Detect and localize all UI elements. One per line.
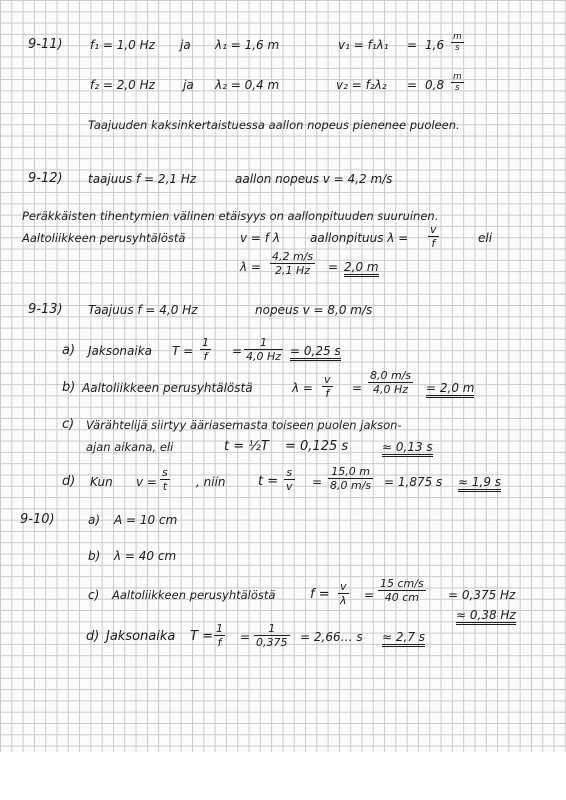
p910-d-fraction (254, 622, 290, 649)
denominator: λ (340, 594, 347, 607)
p912-result (344, 260, 379, 274)
denominator: f (431, 237, 436, 250)
numerator: v (324, 373, 331, 386)
denominator: v (286, 480, 293, 493)
p910-c-fraction (378, 577, 426, 604)
p911-equals-1: = (407, 38, 418, 52)
p913-a-one-over-f (200, 336, 211, 363)
p913-d-result (458, 475, 501, 489)
numerator: 1 (260, 336, 268, 349)
unit-denominator: s (455, 83, 460, 93)
p913-b-equals: = (352, 381, 363, 395)
p913-given-speed: nopeus v = 8,0 m/s (255, 303, 373, 317)
problem-label-9-12: 9-12) (28, 171, 63, 186)
p912-given-frequency: taajuus f = 2,1 Hz (88, 172, 197, 186)
p913-c-result-value: ≈ 0,13 s (382, 440, 433, 457)
p910-c-v-over-lambda (338, 580, 349, 607)
p913-d-t: t = (258, 474, 279, 489)
p913-c-line1: Värähtelijä siirtyy ääriasemasta toiseen puolen jakson- (86, 418, 402, 432)
p912-wave-equation: v = f λ (240, 231, 280, 245)
p913-d-value: = 1,875 s (384, 475, 443, 489)
denominator: 40 cm (384, 591, 419, 604)
p912-lambda-lhs: λ = (240, 260, 261, 274)
p910-d-one-over-f (214, 622, 225, 649)
p910-part-b-label: b) (88, 549, 101, 563)
p913-part-a-label: a) (62, 343, 76, 358)
p912-explanation: Peräkkäisten tihentymien välinen etäisyys on aallonpituuden suuruinen. (22, 209, 439, 223)
p913-b-result-value: = 2,0 m (426, 381, 474, 398)
problem-label-9-11: 9-11) (28, 37, 63, 52)
p913-b-fraction (368, 369, 413, 396)
p911-equals-2: = (407, 78, 418, 92)
p911-v2-formula: v₂ = f₂λ₂ (336, 78, 387, 92)
p913-c-result (382, 440, 433, 454)
p913-given-frequency: Taajuus f = 4,0 Hz (88, 303, 198, 317)
p912-v-over-f (428, 223, 439, 250)
p910-c-f: f = (310, 587, 330, 602)
p913-part-b-label: b) (62, 380, 76, 395)
p910-part-c-label: c) (88, 588, 100, 602)
denominator: t (162, 480, 168, 493)
denominator: 4,0 Hz (246, 350, 282, 363)
p913-part-d-label: d) (62, 474, 76, 489)
p911-f1: f₁ = 1,0 Hz (90, 38, 155, 52)
p910-c-result (456, 608, 516, 622)
p913-b-v-over-f (322, 373, 333, 400)
denominator: 4,0 Hz (373, 383, 409, 396)
p910-d-value: = 2,66… s (300, 630, 363, 644)
p913-d-v: v = (136, 475, 157, 489)
p911-lambda1: λ₁ = 1,6 m (215, 38, 280, 52)
p910-d-text: Jaksonaika (106, 629, 176, 644)
p910-d-result-value: ≈ 2,7 s (382, 630, 425, 647)
p913-a-text: Jaksonaika (88, 344, 153, 358)
numerator: v (340, 580, 347, 593)
p913-d-s-over-v (284, 466, 295, 493)
p913-d-s-over-t (160, 466, 170, 493)
p913-a-result-value: = 0,25 s (290, 344, 341, 361)
p912-lambda-fraction (270, 250, 315, 277)
p913-b-result (426, 381, 474, 395)
denominator: f (217, 636, 222, 649)
p913-a-result (290, 344, 341, 358)
p913-d-niin: , niin (196, 475, 226, 489)
p913-a-T: T = (172, 344, 194, 358)
denominator: 0,375 (256, 636, 288, 649)
p910-b-text: λ = 40 cm (114, 549, 177, 563)
p913-c-formula: t = ½T (224, 439, 269, 454)
denominator: 8,0 m/s (330, 479, 372, 492)
p913-b-lambda: λ = (292, 381, 313, 395)
numerator: 1 (268, 622, 276, 635)
p913-a-fraction (244, 336, 283, 363)
p912-wavelength-text: aallonpituus λ = (310, 231, 409, 245)
p912-equals: = (328, 260, 339, 274)
numerator: 1 (216, 622, 223, 635)
p910-d-result (382, 630, 425, 644)
unit-numerator: m (453, 72, 462, 82)
p910-c-text: Aaltoliikkeen perusyhtälöstä (112, 588, 276, 602)
p911-ja-2: ja (183, 78, 194, 92)
p913-c-line2: ajan aikana, eli (86, 440, 174, 454)
p911-v2-unit (451, 72, 464, 93)
p911-v1-formula: v₁ = f₁λ₁ (338, 38, 389, 52)
p911-f2: f₂ = 2,0 Hz (90, 78, 155, 92)
p911-ja-1: ja (180, 38, 191, 52)
p913-d-result-value: ≈ 1,9 s (458, 475, 501, 492)
numerator: v (430, 223, 437, 236)
numerator: 15,0 m (331, 465, 370, 478)
p913-a-equals: = (232, 344, 243, 358)
p911-v1-value: 1,6 (425, 38, 445, 52)
denominator: f (325, 387, 330, 400)
unit-denominator: s (455, 43, 460, 53)
p913-b-text: Aaltoliikkeen perusyhtälöstä (82, 381, 253, 395)
problem-label-9-13: 9-13) (28, 302, 63, 317)
p910-part-a-label: a) (88, 513, 101, 527)
p910-d-equals: = (240, 630, 251, 644)
p911-conclusion: Taajuuden kaksinkertaistuessa aallon nopeus pienenee puoleen. (88, 118, 460, 132)
p911-v2-value: 0,8 (425, 78, 445, 92)
denominator: f (203, 350, 208, 363)
p910-c-value: = 0,375 Hz (448, 588, 516, 602)
p910-c-result-value: ≈ 0,38 Hz (456, 608, 516, 625)
p913-c-value: = 0,125 s (285, 439, 349, 454)
p912-result-value: 2,0 m (344, 260, 379, 277)
p910-d-T: T = (190, 629, 213, 644)
denominator: 2,1 Hz (275, 264, 311, 277)
p911-v1-unit (451, 32, 464, 53)
numerator: 4,2 m/s (272, 250, 314, 263)
numerator: 1 (202, 336, 209, 349)
numerator: s (286, 466, 293, 479)
p913-d-equals: = (312, 475, 323, 489)
numerator: s (162, 466, 168, 479)
p910-c-equals: = (364, 588, 375, 602)
p913-part-c-label: c) (62, 417, 75, 432)
numerator: 15 cm/s (380, 577, 424, 590)
p910-part-d-label: d) (86, 629, 100, 644)
unit-numerator: m (453, 32, 462, 42)
p912-basis: Aaltoliikkeen perusyhtälöstä (22, 231, 186, 245)
problem-label-9-10: 9-10) (20, 512, 55, 527)
p912-eli: eli (478, 231, 493, 245)
p913-d-text: Kun (90, 475, 113, 489)
p912-given-speed: aallon nopeus v = 4,2 m/s (235, 172, 393, 186)
p910-a-text: A = 10 cm (114, 513, 178, 527)
numerator: 8,0 m/s (370, 369, 412, 382)
p913-d-fraction (328, 465, 373, 492)
p911-lambda2: λ₂ = 0,4 m (215, 78, 280, 92)
